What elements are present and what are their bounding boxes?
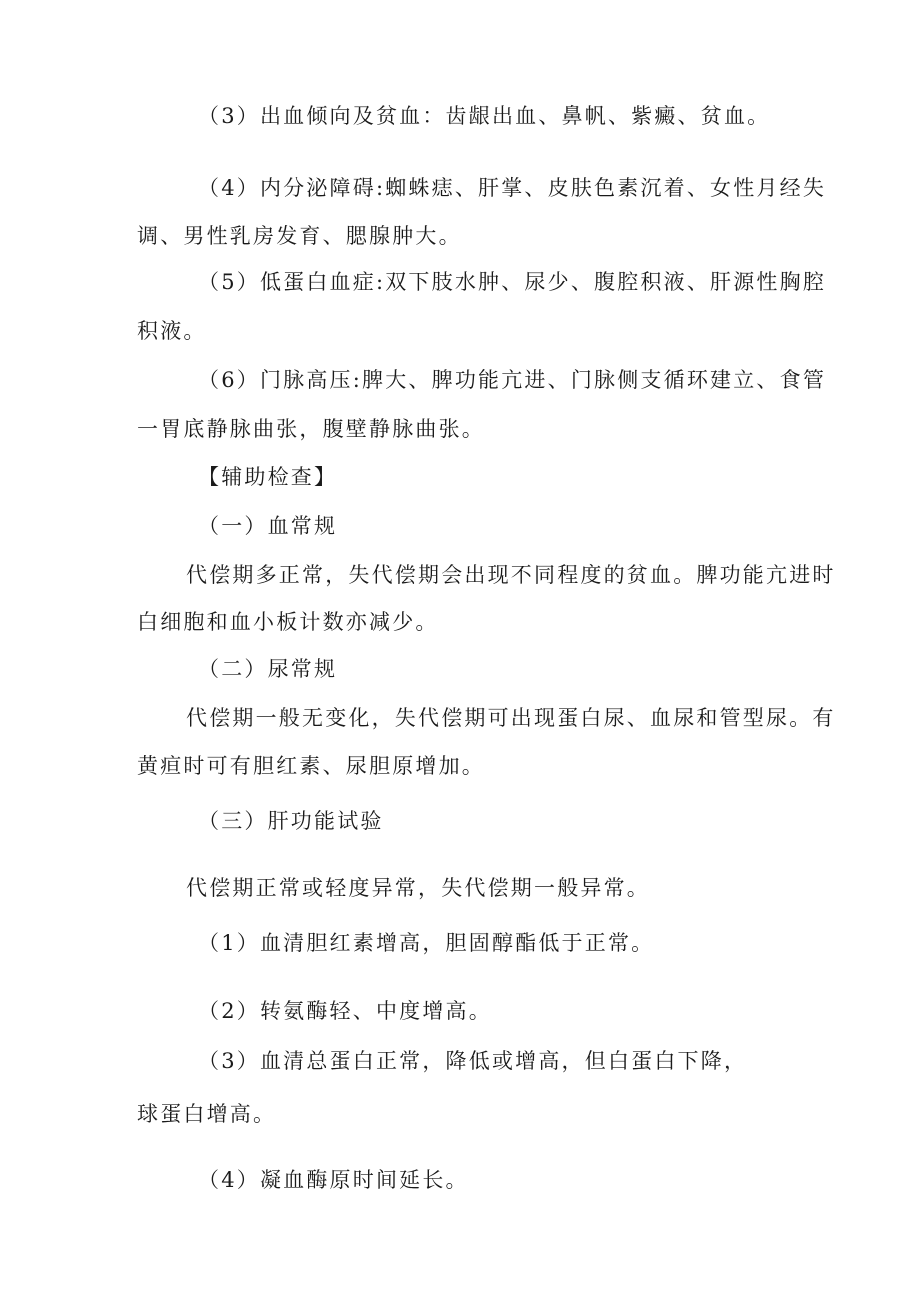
- subsection-1-title: （一）血常规: [198, 514, 338, 538]
- section-heading: 【辅助检查】: [198, 465, 338, 489]
- subsection-2-title: （二）尿常规: [198, 657, 338, 681]
- subsection-2-para-line-2: 黄疸时可有胆红素、尿胆原增加。: [137, 754, 485, 778]
- item-5-hypoproteinemia-line-2: 积液。: [137, 319, 207, 343]
- subsection-3-intro: 代偿期正常或轻度异常，失代偿期一般异常。: [186, 876, 650, 900]
- subsection-1-para-line-1: 代偿期多正常，失代偿期会出现不同程度的贫血。脾功能亢进时: [186, 563, 836, 587]
- subsection-1-para-line-2: 白细胞和血小板计数亦减少。: [137, 610, 439, 634]
- subsection-3-title: （三）肝功能试验: [198, 809, 384, 833]
- item-4-endocrine-line-1: （4）内分泌障碍:蜘蛛痣、肝掌、皮肤色素沉着、女性月经失: [198, 176, 827, 200]
- item-5-hypoproteinemia-line-1: （5）低蛋白血症:双下肢水肿、尿少、腹腔积液、肝源性胸腔: [198, 270, 827, 294]
- liver-test-item-3-line-2: 球蛋白增高。: [137, 1102, 277, 1126]
- subsection-2-para-line-1: 代偿期一般无变化，失代偿期可出现蛋白尿、血尿和管型尿。有: [186, 706, 836, 730]
- item-3-bleeding-line-1: （3）出血倾向及贫血：齿龈出血、鼻帆、紫癜、贫血。: [198, 104, 771, 128]
- liver-test-item-1: （1）血清胆红素增高，胆固醇酯低于正常。: [198, 931, 655, 955]
- item-4-endocrine-line-2: 调、男性乳房发育、腮腺肿大。: [137, 224, 462, 248]
- liver-test-item-4: （4）凝血酶原时间延长。: [198, 1168, 469, 1192]
- liver-test-item-3-line-1: （3）血清总蛋白正常，降低或增高，但白蛋白下降，: [198, 1049, 748, 1073]
- item-6-portal-hypertension-line-1: （6）门脉高压:脾大、脾功能亢进、门脉侧支循环建立、食管: [198, 368, 827, 392]
- liver-test-item-2: （2）转氨酶轻、中度增高。: [198, 999, 492, 1023]
- item-6-portal-hypertension-line-2: 一胃底静脉曲张，腹壁静脉曲张。: [137, 417, 485, 441]
